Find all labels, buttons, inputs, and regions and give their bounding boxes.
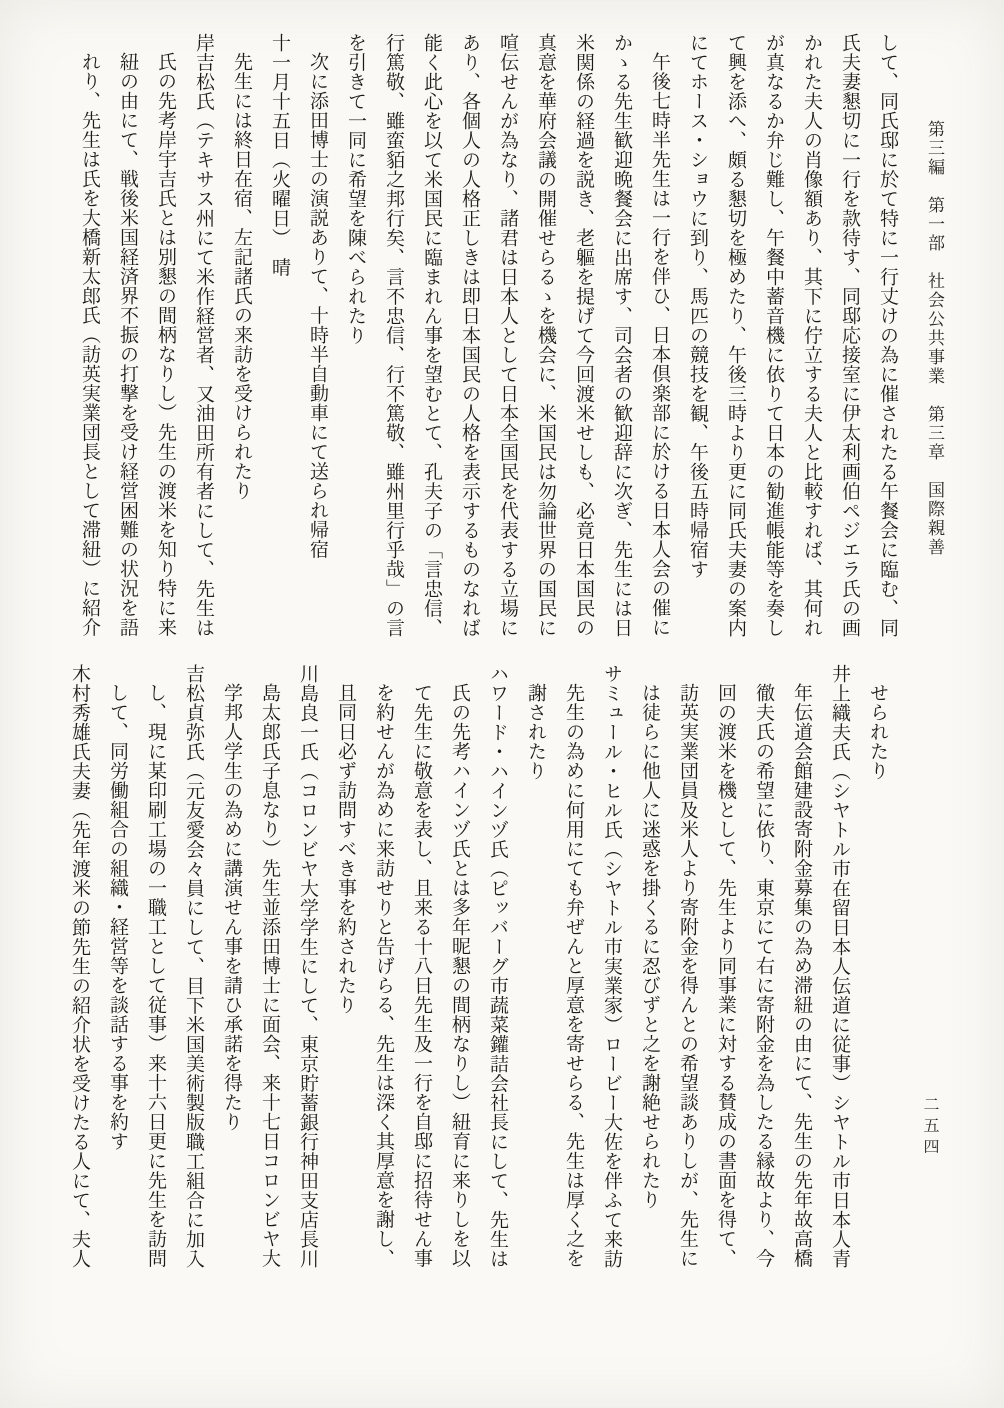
text-line: 岸吉松氏（テキサス州にて米作経営者、又油田所有者にして、先生は: [193, 33, 214, 638]
diary-text-block-bottom: [50, 664, 896, 1282]
text-line: 訪英実業団員及米人より寄附金を得んとの希望談ありしが、先生に: [677, 683, 698, 1268]
text-line: して、同氏邸に於て特に一行丈けの為に催されたる午餐会に臨む、同: [877, 33, 898, 638]
text-line: 川島良一氏（コロンビヤ大学学生にして、東京貯蓄銀行神田支店長川: [297, 664, 318, 1269]
text-line: 午後七時半先生は一行を伴ひ、日本倶楽部に於ける日本人会の催に: [649, 52, 670, 637]
text-line: が真なるか弁じ難し、午餐中蓄音機に依りて日本の勧進帳能等を奏し: [763, 33, 784, 638]
text-line: 謝されたり: [525, 683, 546, 781]
text-line: 木村秀雄氏夫妻（先年渡米の節先生の紹介状を受けたる人にて、夫人: [69, 664, 90, 1269]
text-line: 氏の先考ハインヅ氏とは多年昵懇の間柄なりし）紐育に来りしを以: [449, 683, 470, 1268]
text-line: し、現に某印刷工場の一職工として従事）来十六日更に先生を訪問: [145, 683, 166, 1268]
text-line: 真意を華府会議の開催せらるゝを機会に、米国民は勿論世界の国民に: [535, 33, 556, 638]
text-line: せられたり: [867, 683, 888, 781]
text-line: 喧伝せんが為なり、諸君は日本人として日本全国民を代表する立場に: [497, 33, 518, 638]
text-line: 学邦人学生の為めに講演せん事を請ひ承諾を得たり: [221, 683, 242, 1132]
diary-text-block-top: [60, 33, 906, 651]
text-line: 年伝道会館建設寄附金募集の為め滞紐の由にて、先生の先年故高橋: [791, 683, 812, 1268]
text-line: あり、各個人の人格正しきは即日本国民の人格を表示するものなれば: [459, 33, 480, 638]
text-line: 能く此心を以て米国民に臨まれん事を望むとて、孔夫子の「言忠信、: [421, 33, 442, 638]
text-line: 米関係の経過を説き、老軀を提げて今回渡米せしも、必竟日本国民の: [573, 33, 594, 638]
text-line: 回の渡米を機として、先生より同事業に対する賛成の書面を得て、: [715, 683, 736, 1268]
text-line: 井上織夫氏（シヤトル市在留日本人伝道に従事）シヤトル市日本人青: [829, 664, 850, 1269]
text-line: 十一月十五日（火曜日） 晴: [269, 33, 290, 277]
text-line: 先生には終日在宿、左記諸氏の来訪を受けられたり: [231, 52, 252, 501]
text-line: 紐の由にて、戦後米国経済界不振の打撃を受け経営困難の状況を語: [117, 52, 138, 637]
text-line: かれた夫人の肖像額あり、其下に佇立する夫人と比較すれば、其何れ: [801, 33, 822, 638]
text-line: して、同労働組合の組織・経営等を談話する事を約す: [107, 683, 128, 1151]
running-head: 第三編 第一部 社会公共事業 第三章 国際親善: [925, 120, 944, 557]
text-line: て興を添へ、頗る懇切を極めたり、午後三時より更に同氏夫妻の案内: [725, 33, 746, 638]
text-line: 吉松貞弥氏（元友愛会々員にして、目下米国美術製版職工組合に加入: [183, 664, 204, 1269]
page-number: 二五四: [921, 1096, 938, 1159]
text-line: にてホース・ショウに到り、馬匹の競技を観、午後五時帰宿す: [687, 33, 708, 579]
text-line: 行篤敬、雖蛮貊之邦行矣、言不忠信、行不篤敬、雖州里行乎哉」の言: [383, 33, 404, 638]
text-line: 氏夫妻懇切に一行を款待す、同邸応接室に伊太利画伯ペジエラ氏の画: [839, 33, 860, 638]
text-line: 氏の先考岸宇吉氏とは別懇の間柄なりし）先生の渡米を知り特に来: [155, 52, 176, 637]
text-line: れり、先生は氏を大橋新太郎氏（訪英実業団長として滞紐）に紹介: [79, 52, 100, 637]
text-line: て先生に敬意を表し、且来る十八日先生及一行を自邸に招待せん事: [411, 683, 432, 1268]
text-line: ハワード・ハインヅ氏（ピッバーグ市蔬菜鑵詰会社長にして、先生は: [487, 664, 508, 1269]
text-line: 徹夫氏の希望に依り、東京にて右に寄附金を為したる縁故より、今: [753, 683, 774, 1268]
text-line: を約せんが為めに来訪せりと告げらる、先生は深く其厚意を謝し、: [373, 683, 394, 1268]
text-line: を引きて一同に希望を陳べられたり: [345, 33, 366, 345]
text-line: 先生の為めに何用にても弁ぜんと厚意を寄せらる、先生は厚く之を: [563, 683, 584, 1268]
text-line: サミュール・ヒル氏（シヤトル市実業家）ロービー大佐を伴ふて来訪: [601, 664, 622, 1269]
text-line: 次に添田博士の演説ありて、十時半自動車にて送られ帰宿: [307, 52, 328, 559]
text-line: 島太郎氏子息なり）先生並添田博士に面会、来十七日コロンビヤ大: [259, 683, 280, 1268]
text-line: は徒らに他人に迷惑を掛くるに忍びずと之を謝絶せられたり: [639, 683, 660, 1210]
text-line: 且同日必ず訪問すべき事を約されたり: [335, 683, 356, 1015]
text-line: かゝる先生歓迎晩餐会に出席す、司会者の歓迎辞に次ぎ、先生には日: [611, 33, 632, 638]
